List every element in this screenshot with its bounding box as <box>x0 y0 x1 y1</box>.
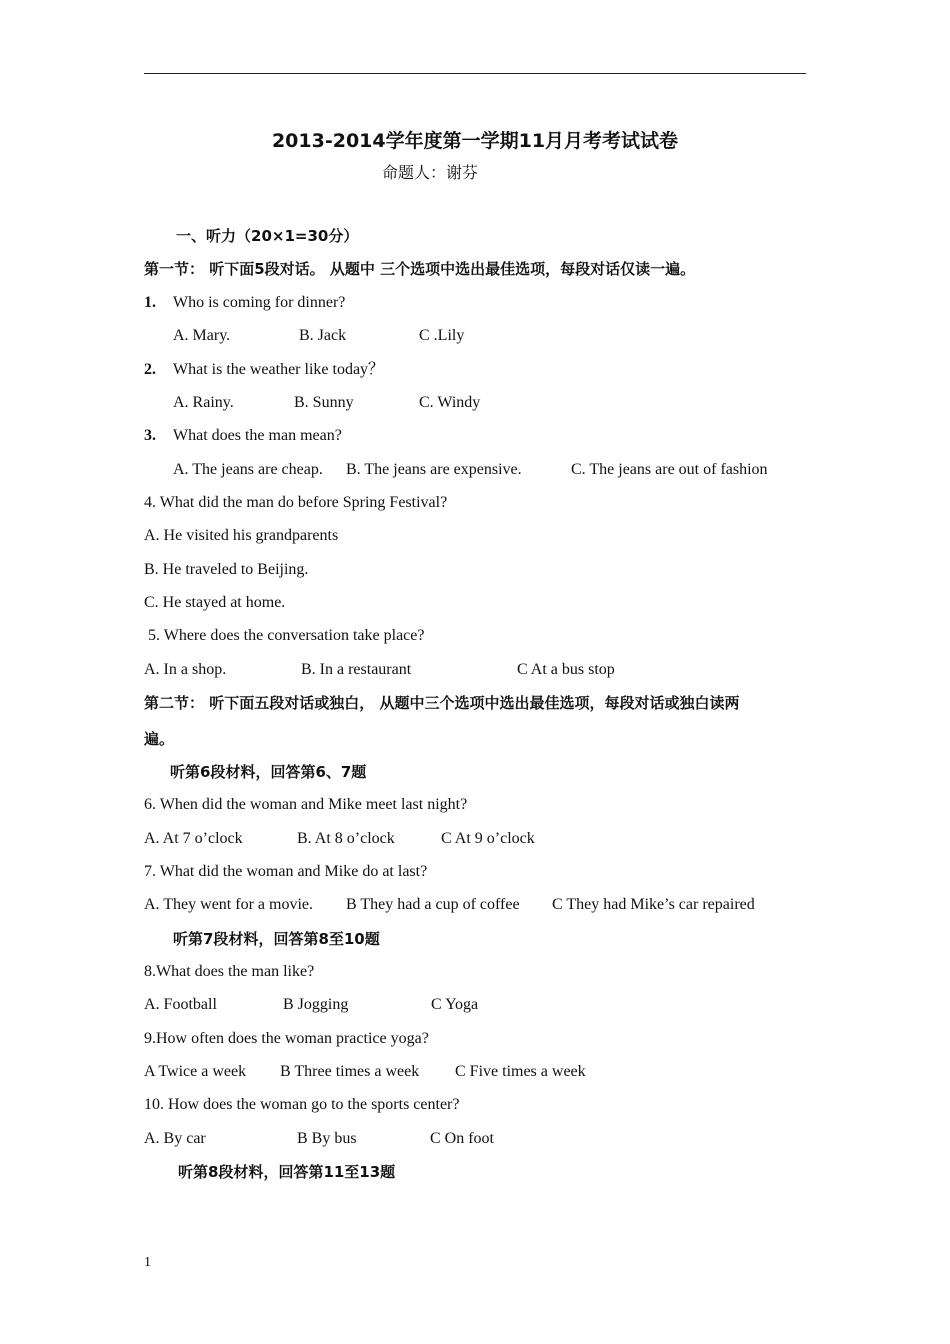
header-rule <box>144 73 806 74</box>
q10-option-c: C On foot <box>430 1130 494 1147</box>
q4-option-c: C. He stayed at home. <box>144 594 286 611</box>
q8-option-a: A. Football <box>144 996 217 1013</box>
q5-option-b: B. In a restaurant <box>301 661 412 678</box>
material-8-heading: 听第8段材料，回答第11至13题 <box>178 1163 396 1181</box>
q4-option-a: A. He visited his grandparents <box>144 527 339 544</box>
q7-option-a: A. They went for a movie. <box>144 896 313 913</box>
q2-option-b: B. Sunny <box>294 394 354 411</box>
q1-option-b: B. Jack <box>299 327 347 344</box>
q6-option-b: B. At 8 o’clock <box>297 830 395 847</box>
question-number: 2. <box>144 361 156 378</box>
section-heading-listening: 一、听力（20×1=30分） <box>176 227 359 245</box>
q6-option-a: A. At 7 o’clock <box>144 830 243 847</box>
q2-option-c: C. Windy <box>419 394 481 411</box>
q1-option-a: A. Mary. <box>173 327 231 344</box>
question-number: 1. <box>144 294 156 311</box>
question-8: 8.What does the man like? <box>144 963 315 980</box>
q3-option-b: B. The jeans are expensive. <box>346 461 522 478</box>
question-6: 6. When did the woman and Mike meet last night? <box>144 796 468 813</box>
q10-option-b: B By bus <box>297 1130 357 1147</box>
q5-option-c: C At a bus stop <box>517 661 615 678</box>
material-6-heading: 听第6段材料，回答第6、7题 <box>170 763 367 781</box>
q9-option-a: A Twice a week <box>144 1063 247 1080</box>
question-7: 7. What did the woman and Mike do at last? <box>144 863 428 880</box>
q7-option-b: B They had a cup of coffee <box>346 896 520 913</box>
q3-option-c: C. The jeans are out of fashion <box>571 461 768 478</box>
part2-instructions-line2: 遍。 <box>144 730 175 748</box>
q6-option-c: C At 9 o’clock <box>441 830 535 847</box>
question-10: 10. How does the woman go to the sports center? <box>144 1096 460 1113</box>
q9-option-b: B Three times a week <box>280 1063 420 1080</box>
q2-option-a: A. Rainy. <box>173 394 234 411</box>
question-9: 9.How often does the woman practice yoga? <box>144 1030 429 1047</box>
document-title: 2013-2014学年度第一学期11月月考考试试卷 <box>271 130 679 152</box>
question-text: What does the man mean? <box>173 427 342 444</box>
q8-option-c: C Yoga <box>431 996 479 1013</box>
q7-option-c: C They had Mike’s car repaired <box>552 896 755 913</box>
q1-option-c: C .Lily <box>419 327 465 344</box>
question-number: 3. <box>144 427 156 444</box>
author-line: 命题人：谢芬 <box>382 165 479 182</box>
question-1 <box>144 293 346 313</box>
question-5: 5. Where does the conversation take place? <box>148 627 425 644</box>
question-4: 4. What did the man do before Spring Festival? <box>144 494 448 511</box>
q4-option-b: B. He traveled to Beijing. <box>144 561 309 578</box>
q8-option-b: B Jogging <box>283 996 349 1013</box>
q5-option-a: A. In a shop. <box>144 661 227 678</box>
q3-option-a: A. The jeans are cheap. <box>173 461 323 478</box>
question-3 <box>144 426 342 446</box>
page-number: 1 <box>144 1255 151 1270</box>
part2-instructions-line1: 第二节： 听下面五段对话或独白， 从题中三个选项中选出最佳选项，每段对话或独白读两 <box>144 694 740 712</box>
q10-option-a: A. By car <box>144 1130 206 1147</box>
question-text: Who is coming for dinner? <box>173 294 346 311</box>
material-7-heading: 听第7段材料，回答第8至10题 <box>173 930 380 948</box>
part1-instructions: 第一节： 听下面5段对话。 从题中 三个选项中选出最佳选项，每段对话仅读一遍。 <box>144 260 696 278</box>
q9-option-c: C Five times a week <box>455 1063 586 1080</box>
question-text: What is the weather like today？ <box>173 361 385 378</box>
question-2 <box>144 360 385 380</box>
